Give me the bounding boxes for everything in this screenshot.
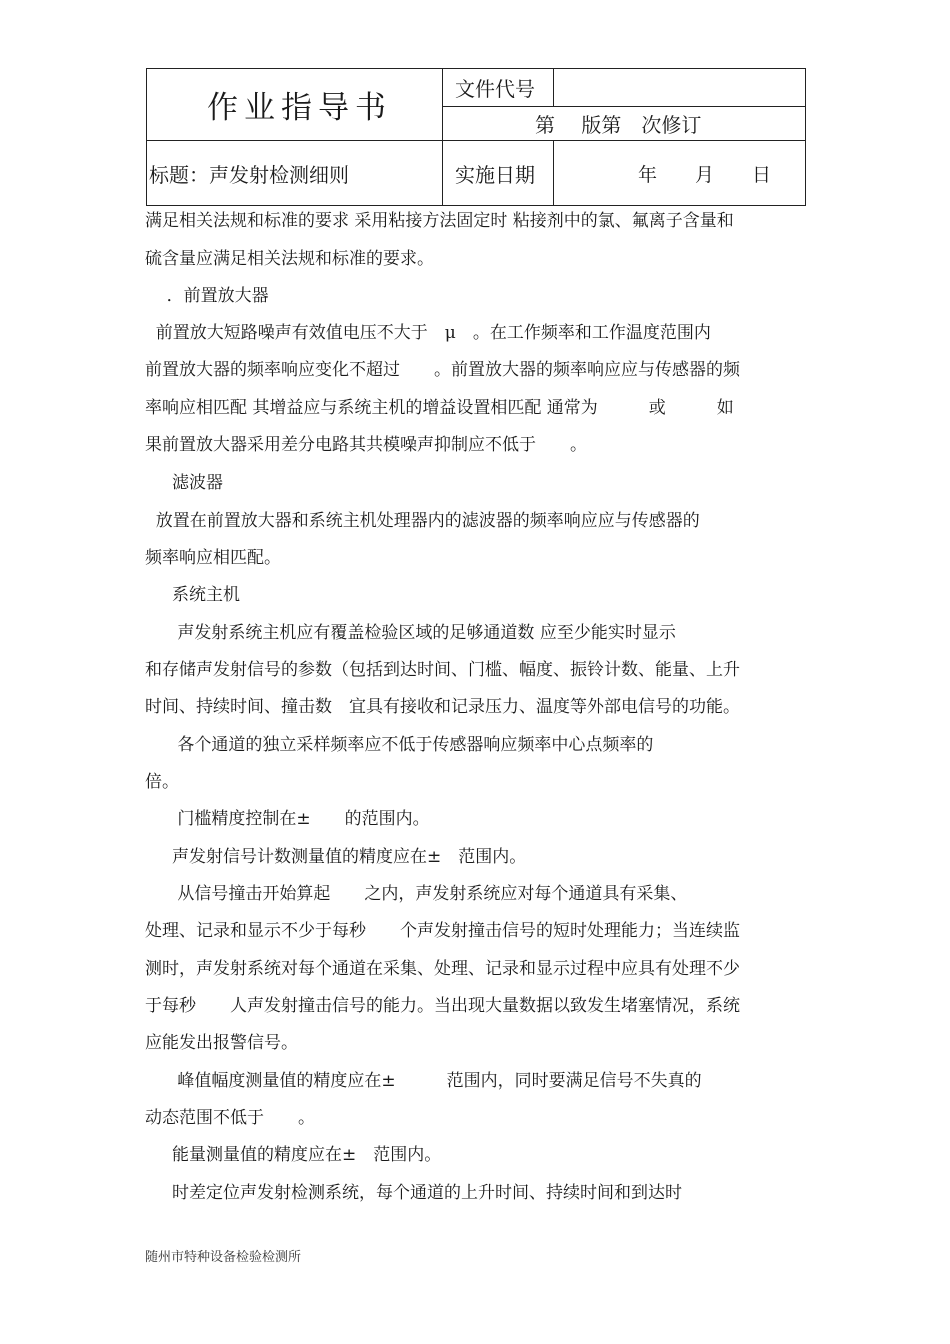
body-line: 声发射信号计数测量值的精度应在± 范围内。 bbox=[145, 847, 527, 867]
body-line: 应能发出报警信号。 bbox=[145, 1033, 298, 1053]
body-line: 前置放大短路噪声有效值电压不大于 μ 。在工作频率和工作温度范围内 bbox=[145, 323, 711, 343]
body-line: 硫含量应满足相关法规和标准的要求。 bbox=[145, 249, 434, 269]
body-line: 动态范围不低于 。 bbox=[145, 1108, 315, 1128]
body-line: 时间、持续时间、撞击数 宜具有接收和记录压力、温度等外部电信号的功能。 bbox=[145, 697, 740, 717]
section-heading: 系统主机 bbox=[145, 585, 241, 605]
section-heading: ．前置放大器 bbox=[145, 286, 269, 306]
body-line: 峰值幅度测量值的精度应在± 范围内，同时要满足信号不失真的 bbox=[145, 1071, 702, 1091]
body-line: 各个通道的独立采样频率应不低于传感器响应频率中心点频率的 bbox=[145, 735, 654, 755]
body-line: 果前置放大器采用差分电路其共模噪声抑制应不低于 。 bbox=[145, 435, 587, 455]
document-header-table bbox=[146, 68, 806, 206]
body-line: 能量测量值的精度应在± 范围内。 bbox=[145, 1145, 442, 1165]
effective-date-label: 实施日期 bbox=[443, 141, 554, 206]
version-revision: 第 版第 次修订 bbox=[443, 107, 806, 141]
body-line: 频率响应相匹配。 bbox=[145, 548, 281, 568]
body-line: 从信号撞击开始算起 之内，声发射系统应对每个通道具有采集、 bbox=[145, 884, 688, 904]
body-line: 于每秒 人声发射撞击信号的能力。当出现大量数据以致发生堵塞情况，系统 bbox=[145, 996, 740, 1016]
document-title: 作业指导书 bbox=[147, 69, 443, 141]
body-line: 门槛精度控制在± 的范围内。 bbox=[145, 809, 430, 829]
footer-organization: 随州市特种设备检验检测所 bbox=[145, 1250, 302, 1265]
body-line: 声发射系统主机应有覆盖检验区域的足够通道数 应至少能实时显示 bbox=[145, 623, 676, 643]
section-heading: 滤波器 bbox=[145, 473, 224, 493]
body-line: 满足相关法规和标准的要求 采用粘接方法固定时 粘接剂中的氯、氟离子含量和 bbox=[145, 211, 734, 231]
file-code-value bbox=[554, 69, 806, 107]
body-line: 处理、记录和显示不少于每秒 个声发射撞击信号的短时处理能力；当连续监 bbox=[145, 921, 740, 941]
body-line: 率响应相匹配 其增益应与系统主机的增益设置相匹配 通常为 或 如 bbox=[145, 398, 734, 418]
effective-date-value: 年 月 日 bbox=[554, 141, 806, 206]
body-line: 和存储声发射信号的参数（包括到达时间、门槛、幅度、振铃计数、能量、上升 bbox=[145, 660, 740, 680]
body-line: 放置在前置放大器和系统主机处理器内的滤波器的频率响应应与传感器的 bbox=[145, 511, 700, 531]
body-line: 倍。 bbox=[145, 772, 179, 792]
body-line: 测时，声发射系统对每个通道在采集、处理、记录和显示过程中应具有处理不少 bbox=[145, 959, 740, 979]
body-line: 前置放大器的频率响应变化不超过 。前置放大器的频率响应应与传感器的频 bbox=[145, 360, 740, 380]
file-code-label: 文件代号 bbox=[443, 69, 554, 107]
body-line: 时差定位声发射检测系统，每个通道的上升时间、持续时间和到达时 bbox=[145, 1183, 683, 1203]
title-label: 标题：声发射检测细则 bbox=[147, 141, 443, 206]
